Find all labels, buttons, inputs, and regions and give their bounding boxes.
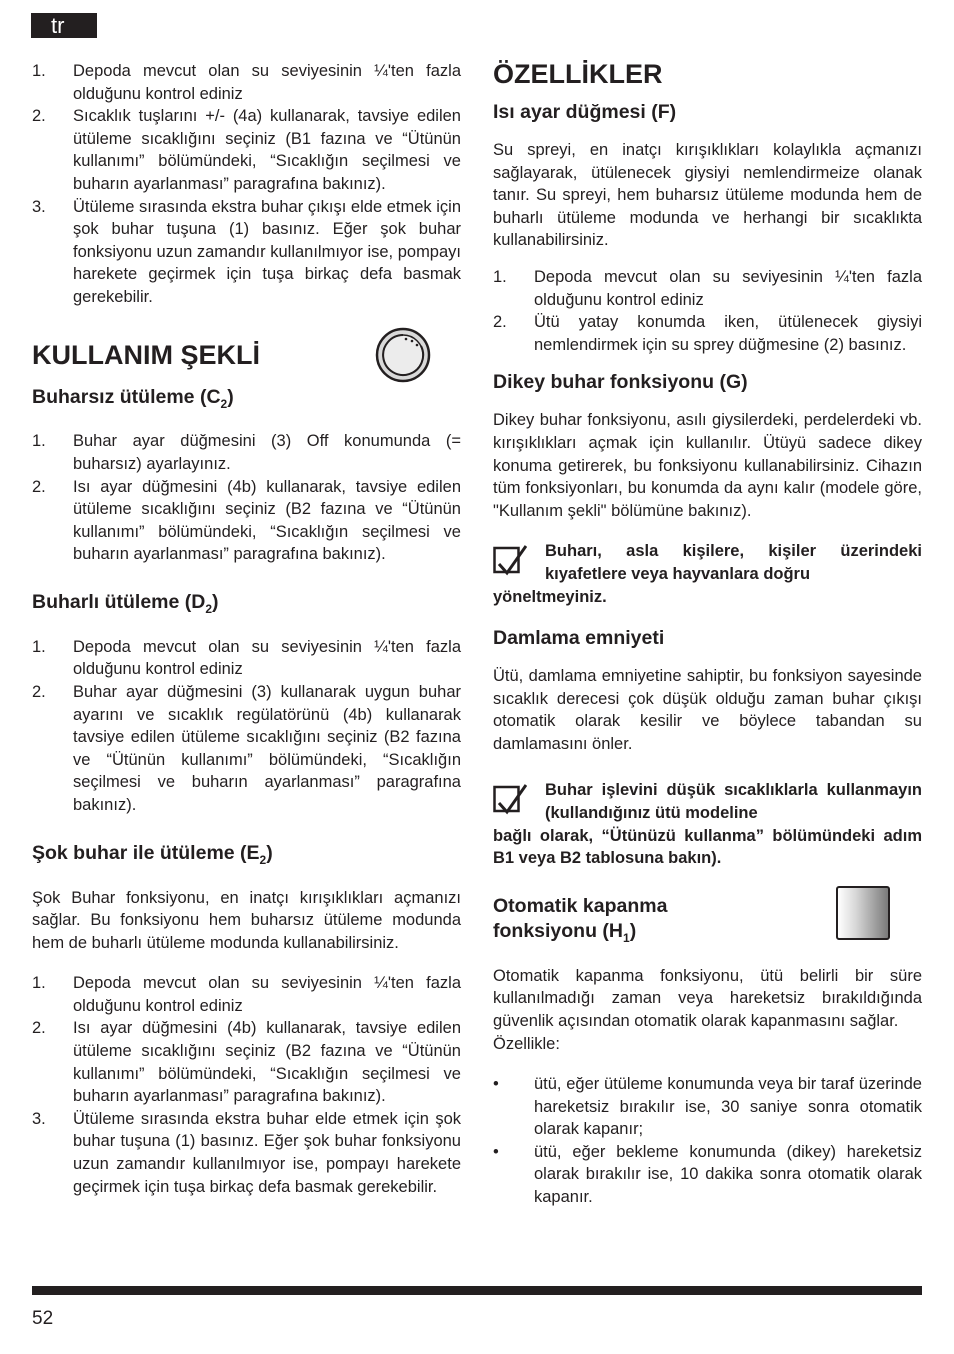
shot-steam-intro: Şok Buhar fonksiyonu, en inatçı kırışıklıkları açmanızı sağlar. Bu fonksiyonu hem buharsız ütüleme modunda hem de buharlı ütüleme modunda kullanabilirsiniz. xyxy=(32,888,461,952)
vertical-steam-text: Dikey buhar fonksiyonu, asılı giysilerdeki, perdelerdeki vb. kırışıklıkları açmak için kullanılır. Ütüyü sadece dikey konuma getirerek, bu fonksiyonu kullanabilirsiniz. Cihazın tüm fonksiyonları, bu konumda da aynı kalır (modele göre, "Kullanım şekli" bölümüne bakınız). xyxy=(493,411,922,520)
list-item: 1. Depoda mevcut olan su seviyesinin ¼'ten fazla olduğunu kontrol ediniz xyxy=(493,267,922,309)
right-column xyxy=(493,58,922,1209)
dry-ironing-title: Buharsız ütüleme $(C_2)$ xyxy=(32,385,234,411)
vertical-steam-title: Dikey buhar fonksiyonu (G) xyxy=(493,371,748,394)
list-item: 2. Sıcaklık tuşlarını +/- (4a) kullanarak, tavsiye edilen ütüleme sıcaklığını seçiniz (B1 fazına ve “Ütünün kullanımı” bölümündeki, “Sıcaklığın seçilmesi ve buharın ayarlanması” paragrafına bakınız). xyxy=(32,107,461,193)
checkmark-icon xyxy=(493,544,527,578)
dial-icon xyxy=(375,327,431,383)
steam-ironing-title: Buharlı ütüleme $(D_2)$ xyxy=(32,590,219,616)
list-item: 1. Depoda mevcut olan su seviyesinin ¼'ten fazla olduğunu kontrol ediniz xyxy=(32,974,461,1015)
list-item: 3. Ütüleme sırasında ekstra buhar çıkışı elde etmek için şok buhar tuşuna (1) basınız. Eğer şok buhar fonksiyonu uzun zamandır kullanılmıyor ise, pompayı harekete geçirmek için tuşa birkaç defa basmak gerekebilir. xyxy=(32,197,461,306)
footer-divider xyxy=(32,1286,922,1295)
drip-stop-text: Ütü, damlama emniyetine sahiptir, bu fonksiyon sayesinde sıcaklık derecesi çok düşük olduğu zaman buhar çıkışı otomatik olarak kesilir ve böylece tabandan su damlamasını önler. xyxy=(493,667,922,753)
intro-list xyxy=(32,60,461,309)
list-item: 3. Ütüleme sırasında ekstra buhar elde etmek için şok buhar tuşuna (1) basınız. Eğer şok buhar fonksiyonu uzun zamandır kullanılmıyor ise, pompayı harekete geçirmek için tuşa birkaç defa basmak gerekebilir. xyxy=(32,1109,461,1196)
usage-section-title: KULLANIM ŞEKLİ xyxy=(32,339,260,370)
list-item: 1. Depoda mevcut olan su seviyesinin ¼'ten fazla olduğunu kontrol ediniz xyxy=(32,62,461,103)
drip-stop-title: Damlama emniyeti xyxy=(493,627,665,650)
heat-dial-title: Isı ayar düğmesi (F) xyxy=(493,101,677,123)
list-item: 1. Depoda mevcut olan su seviyesinin ¼'ten fazla olduğunu kontrol ediniz xyxy=(32,637,461,679)
steam-ironing-list xyxy=(32,636,461,817)
list-item: • ütü, eğer ütüleme konumunda veya bir taraf üzerinde hareketsiz bırakılır ise, 30 saniye sonra otomatik olarak kapanır; xyxy=(493,1075,922,1139)
shot-steam-title: Şok buhar ile ütüleme $(E_2)$ xyxy=(32,841,273,867)
dry-ironing-list xyxy=(32,430,461,566)
left-column xyxy=(32,60,461,1198)
auto-off-title: Otomatik kapanma fonksiyonu $(H_1)$ xyxy=(493,894,668,945)
warning-note: Buhar işlevini düşük sıcaklıklarla kullanmayın (kullandığınız ütü modeline bağlı olarak, “Ütünüzü kullanma” bölümündeki adım B1 veya B2 tablosuna bakın). xyxy=(493,781,922,868)
auto-off-text: Otomatik kapanma fonksiyonu, ütü belirli bir süre kullanılmadığı zaman veya hareketsiz bırakıldığında güvenlik açısından otomatik olarak kapanmasını sağlar. xyxy=(493,966,922,1030)
list-item: 2. Ütü yatay konumda iken, ütülenecek giysiyi nemlendirmek için su sprey düğmesine (2) basınız. xyxy=(493,313,922,354)
language-tab: tr xyxy=(31,13,97,38)
list-item: 2. Buhar ayar düğmesini (3) kullanarak uygun buhar ayarını ve sıcaklık regülatörünü (4b) kullanarak tavsiye edilen ütüleme sıcaklığını seçiniz (B2 fazına ve “Ütünün kullanımı” bölümündeki, “Sıcaklığın seçilmesi ve buharın ayarlanması” paragrafına bakınız). xyxy=(32,683,461,815)
page-number: 52 xyxy=(32,1308,54,1329)
auto-off-icon xyxy=(836,886,890,940)
shot-steam-list xyxy=(32,972,461,1198)
heat-dial-intro: Su spreyi, en inatçı kırışıklıkları kolaylıkla açmanızı sağlayarak, ütülenecek giysiyi nemlendirmeize olanak tanır. Su spreyi, hem buharsız ütüleme modunda hem de buharlı ütüleme modunda ve herhangi bir sıcaklıkta kullanabilirsiniz. xyxy=(493,141,922,250)
auto-off-especially: Özellikle: xyxy=(493,1034,560,1053)
features-section-title: ÖZELLİKLER xyxy=(493,59,663,89)
list-item: • ütü, eğer bekleme konumunda (dikey) hareketsiz olarak bırakılır ise, 10 dakika sonra otomatik olarak kapanır. xyxy=(493,1142,922,1207)
list-item: 2. Isı ayar düğmesini (4b) kullanarak, tavsiye edilen ütüleme sıcaklığını seçiniz (B2 fazına ve “Ütünün kullanımı” bölümündeki, “Sıcaklığın seçilmesi ve buharın ayarlanması” paragrafına bakınız). xyxy=(32,1019,461,1106)
warning-note: Buharı, asla kişilere, kişiler üzerindeki kıyafetlere veya hayvanlara doğru yöneltmeyiniz. xyxy=(493,542,922,606)
heat-dial-list xyxy=(493,266,922,356)
list-item: 2. Isı ayar düğmesini (4b) kullanarak, tavsiye edilen ütüleme sıcaklığını seçiniz (B2 fazına ve “Ütünün kullanımı” bölümündeki, “Sıcaklığın seçilmesi ve buharın ayarlanması” paragrafına bakınız). xyxy=(32,477,461,564)
checkmark-icon xyxy=(493,783,527,817)
auto-off-list xyxy=(493,1073,922,1209)
list-item: 1. Buhar ayar düğmesini (3) Off konumunda (= buharsız) ayarlayınız. xyxy=(32,432,461,474)
